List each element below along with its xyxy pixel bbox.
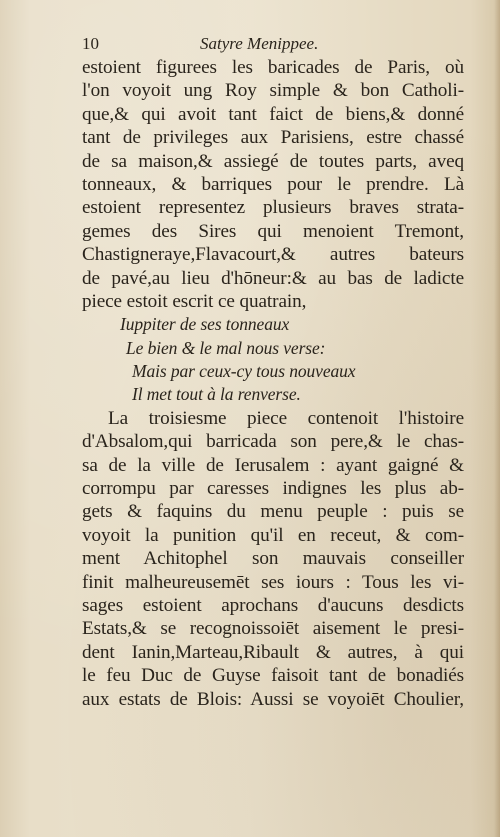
verse-line: Mais par ceux-cy tous nouveaux [132, 361, 356, 382]
text-line: l'on voyoit ung Roy simple & bon Catholi- [82, 80, 464, 102]
text-line: tonneaux, & barriques pour le prendre. Là [82, 173, 464, 195]
text-line: Estats,& se recognoissoiēt aisement le presi- [82, 618, 464, 640]
body-text [82, 56, 464, 711]
text-line: le feu Duc de Guyse faisoit tant de bonadiés [82, 665, 464, 687]
text-line: gets & faquins du menu peuple : puis se [82, 501, 464, 523]
text-line: que,& qui avoit tant faict de biens,& donné [82, 103, 464, 125]
text-line: estoient figurees les baricades de Paris, où [82, 57, 464, 78]
text-line: La troisiesme piece contenoit l'histoire [108, 407, 464, 429]
text-line: Chastigneraye,Flavacourt,& autres bateurs [82, 244, 464, 266]
text-line: sages estoient aprochans d'aucuns desdicts [82, 594, 464, 616]
text-line: dent Ianin,Marteau,Ribault & autres, à qui [82, 641, 464, 663]
text-line: ment Achitophel son mauvais conseiller [82, 548, 464, 570]
text-line: tant de privileges aux Parisiens, estre chassé [82, 127, 464, 149]
text-line: de sa maison,& assiegé de toutes parts, aveq [82, 150, 464, 172]
text-line: voyoit la punition qu'il en receut, & com- [82, 524, 464, 546]
text-line: estoient representez plusieurs braves strata- [82, 197, 464, 219]
verse-line: Iuppiter de ses tonneaux [120, 314, 290, 335]
text-line: d'Absalom,qui barricada son pere,& le chas- [82, 431, 464, 453]
text-line: corrompu par caresses indignes les plus ab- [82, 478, 464, 500]
text-line: gemes des Sires qui menoient Tremont, [82, 220, 464, 242]
text-line: finit malheureusemēt ses iours : Tous les vi- [82, 571, 464, 593]
verse-line: Le bien & le mal nous verse: [126, 337, 326, 358]
text-line: piece estoit escrit ce quatrain, [82, 290, 307, 312]
text-line: de pavé,au lieu d'hōneur:& au bas de ladicte [82, 267, 464, 289]
running-title: Satyre Menippee. [200, 34, 319, 53]
text-line: sa de la ville de Ierusalem : ayant gaigné & [82, 454, 464, 476]
verse-line: Il met tout à la renverse. [132, 384, 301, 405]
page-number: 10 [82, 34, 99, 53]
text-line: aux estats de Blois: Aussi se voyoiēt Choulier, [82, 688, 464, 710]
